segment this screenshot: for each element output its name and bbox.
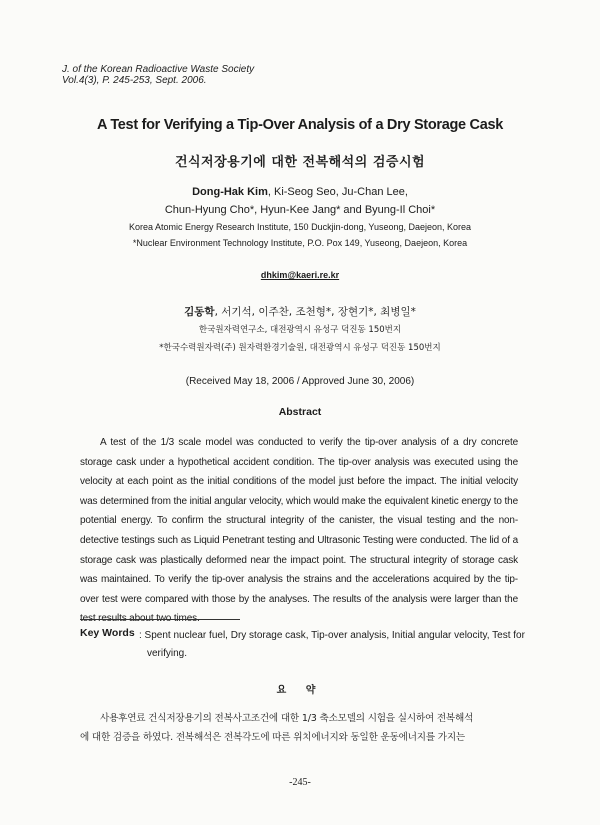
authors-en-rest: , Ki-Seog Seo, Ju-Chan Lee, — [267, 186, 408, 198]
affiliation-en-2: *Nuclear Environment Technology Institute, P.O. Pox 149, Yuseong, Daejeon, Korea — [132, 238, 468, 248]
journal-citation-line2: Vol.4(3), P. 245-253, Sept. 2006. — [62, 75, 207, 86]
page-number: -245- — [289, 777, 311, 788]
summary-ko-line2: 에 대한 검증을 하였다. 전복해석은 전복각도에 따른 위치에너지와 동일한 운동에너지를 가지는 — [80, 732, 465, 743]
authors-en-line2: Chun-Hyung Cho*, Hyun-Kee Jang* and Byung-Il Choi* — [164, 204, 436, 216]
keywords-text: : Spent nuclear fuel, Dry storage cask, Tip-over analysis, Initial angular velocity, Test for verifying. — [139, 630, 525, 659]
abstract-heading: Abstract — [278, 406, 322, 418]
affiliation-ko-1: 한국원자력연구소, 대전광역시 유성구 덕진동 150번지 — [198, 325, 402, 335]
journal-citation-line1: J. of the Korean Radioactive Waste Society — [62, 64, 255, 75]
authors-ko-rest: , 서기석, 이주찬, 조천형*, 장현기*, 최병일* — [214, 306, 416, 318]
authors-ko — [0, 304, 600, 319]
summary-ko-heading: 요 약 — [276, 685, 324, 696]
author-email: dhkim@kaeri.re.kr — [260, 270, 340, 280]
affiliation-en-1: Korea Atomic Energy Research Institute, 150 Duckjin-dong, Yuseong, Daejeon, Korea — [128, 222, 472, 232]
affiliation-ko-2: *한국수력원자력(주) 원자력환경기술원, 대전광역시 유성구 덕진동 150번지 — [159, 343, 441, 353]
abstract-body: A test of the 1/3 scale model was conducted to verify the tip-over analysis of a dry concrete storage cask under a hypothetical accident condition. The tip-over analysis was executed using the velocity at each point as the initial conditions of the model just before the impact. The initial velocity was determined from the initial angular velocity, which would make the equivalent kinetic energy to the potential energy. To confirm the structural integrity of the canister, the visual testing and the non-detective testings such as Liquid Penetrant testing and Ultrasonic Testing were conducted. The lid of a storage cask was plastically deformed near the impact point. The structural integrity of storage cask was maintained. To verify the tip-over analysis the strains and the accelerations acquired by the tip-over test were compared with those by the analyses. The results of the analysis were larger than the test results about two times. — [80, 437, 518, 625]
corresponding-author-ko: 김동학 — [184, 306, 215, 318]
received-dates: (Received May 18, 2006 / Approved June 30, 2006) — [185, 376, 415, 387]
authors-en-line1 — [0, 186, 600, 198]
paper-title-ko: 건식저장용기에 대한 전복해석의 검증시험 — [174, 155, 426, 170]
keywords-label: Key Words — [80, 627, 135, 639]
paper-title-en: A Test for Verifying a Tip-Over Analysis of a Dry Storage Cask — [96, 117, 504, 133]
keywords-divider — [80, 619, 240, 620]
corresponding-author-en: Dong-Hak Kim — [192, 186, 268, 198]
summary-ko-line1: 사용후연료 건식저장용기의 전복사고조건에 대한 1/3 축소모델의 시험을 실시하여 전복해석 — [100, 713, 474, 724]
